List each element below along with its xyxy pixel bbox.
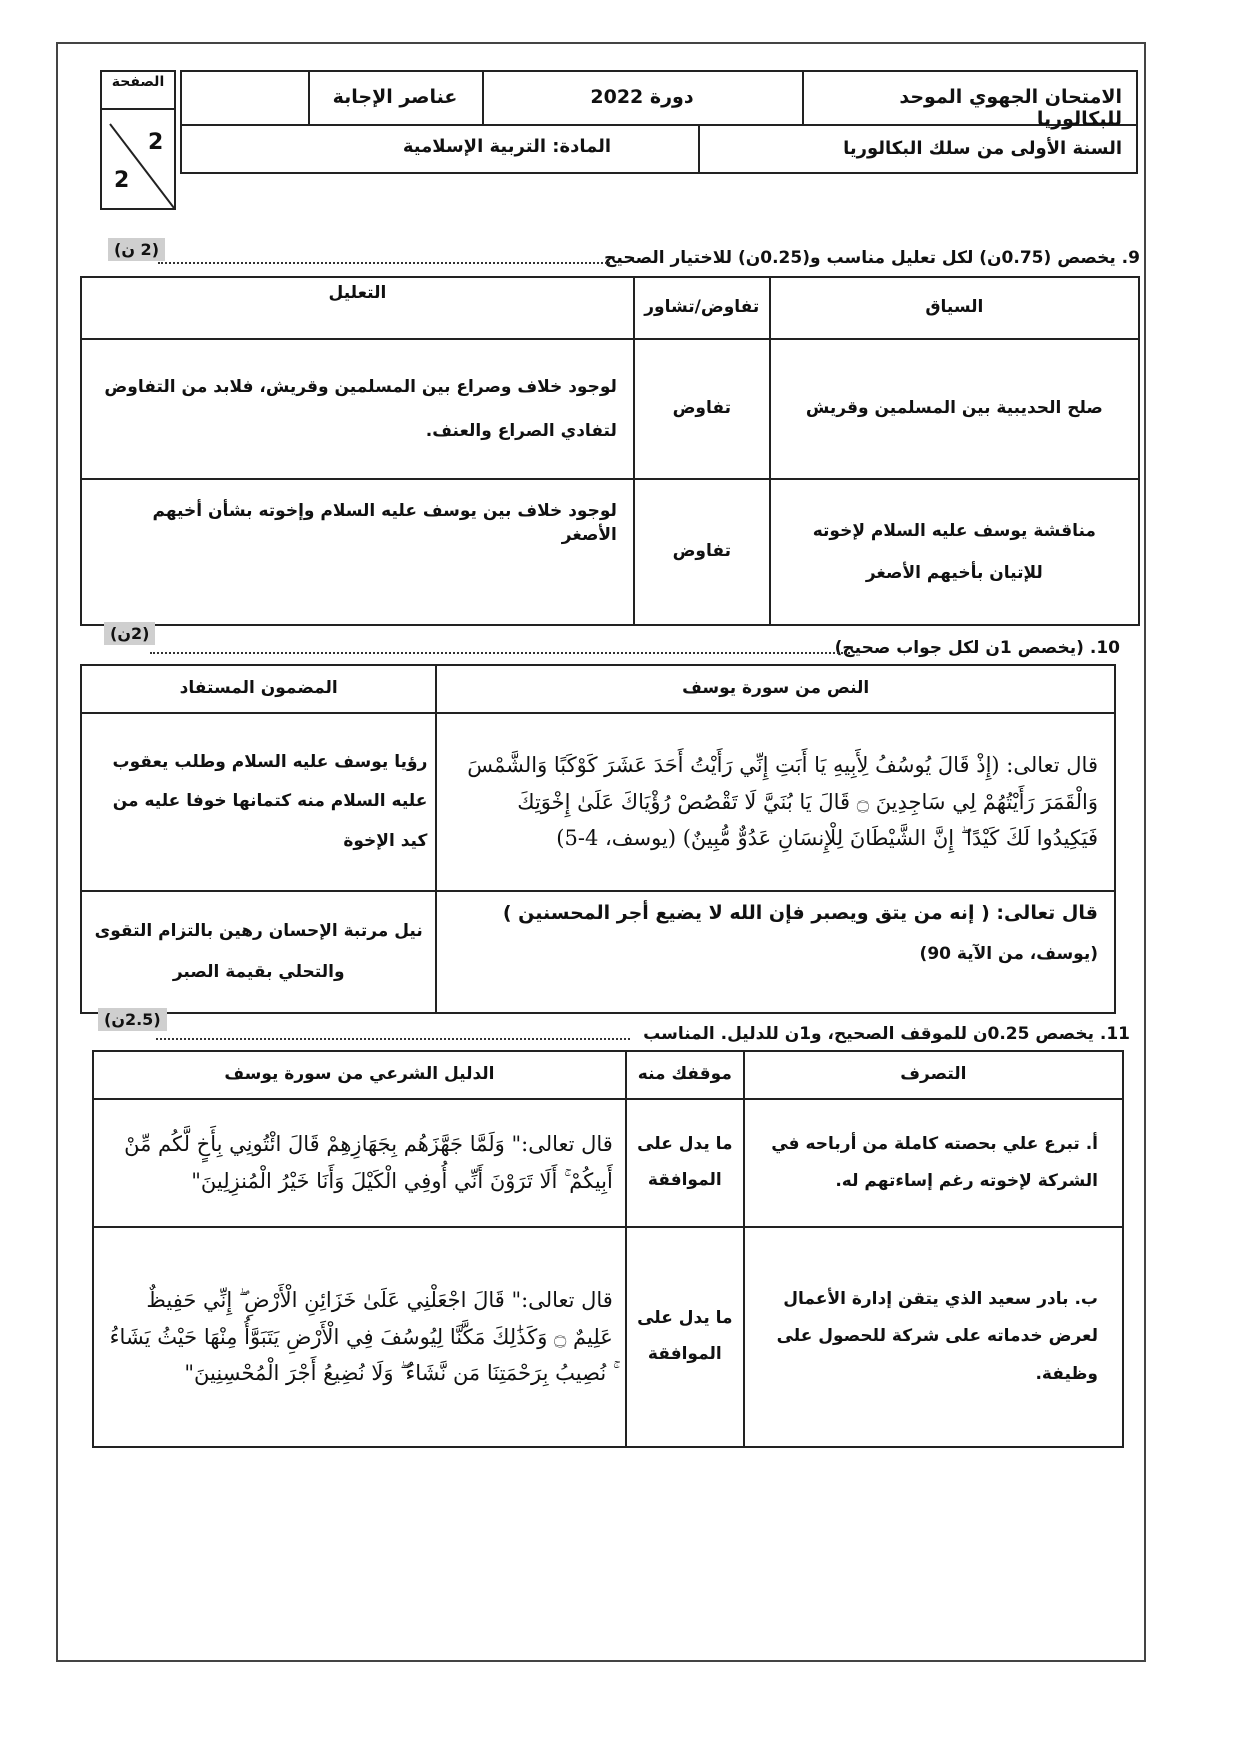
q9-col-header: التعليل bbox=[81, 277, 634, 339]
q9-table bbox=[80, 276, 1140, 626]
page-number-current: 2 bbox=[148, 130, 164, 155]
q10-heading-row bbox=[104, 622, 1120, 658]
exam-level: السنة الأولى من سلك البكالوريا bbox=[843, 138, 1122, 159]
q10-col-header: النص من سورة يوسف bbox=[436, 665, 1115, 713]
table-row bbox=[81, 339, 1139, 479]
q9-reason-line: لوجود خلاف بين يوسف عليه السلام وإخوته بشأن أخيهم الأصغر bbox=[152, 501, 617, 545]
q11-stance: ما يدل على الموافقة bbox=[626, 1099, 744, 1227]
q10-table bbox=[80, 664, 1116, 1014]
page-label: الصفحة bbox=[111, 74, 165, 90]
q10-content: رؤيا يوسف عليه السلام وطلب يعقوب عليه السلام منه كتمانها خوفا عليه من كيد الإخوة bbox=[81, 713, 436, 891]
q11-heading-row bbox=[98, 1010, 1130, 1044]
q11-table bbox=[92, 1050, 1124, 1448]
q9-score-badge: (2 ن) bbox=[108, 238, 165, 261]
q10-text bbox=[436, 891, 1115, 1013]
q9-heading-row bbox=[108, 240, 1140, 272]
q10-col-header: المضمون المستفاد bbox=[81, 665, 436, 713]
q11-leader bbox=[156, 1024, 630, 1040]
q11-col-header: الدليل الشرعي من سورة يوسف bbox=[93, 1051, 626, 1099]
q9-choice: تفاوض bbox=[634, 339, 770, 479]
q10-text bbox=[436, 713, 1115, 891]
q9-reason-line: لتفادي الصراع والعنف. bbox=[425, 421, 617, 441]
q9-leader bbox=[158, 248, 610, 264]
q9-choice: تفاوض bbox=[634, 479, 770, 625]
header-col-divider-2 bbox=[482, 72, 484, 124]
table-row bbox=[93, 1227, 1123, 1447]
table-row bbox=[81, 891, 1115, 1013]
header-col-divider-3 bbox=[802, 72, 804, 124]
q9-heading: 9. يخصص (0.75ن) لكل تعليل مناسب و(0.25ن) للاختيار الصحيح bbox=[604, 248, 1140, 268]
q9-col-header: السياق bbox=[770, 277, 1139, 339]
q10-score-badge: (2ن) bbox=[104, 622, 155, 645]
page-label-divider bbox=[102, 108, 174, 110]
q9-context: صلح الحديبية بين المسلمين وقريش bbox=[770, 339, 1139, 479]
page-number-total: 2 bbox=[114, 168, 130, 193]
q11-heading: 11. يخصص 0.25ن للموقف الصحيح، و1ن للدليل. المناسب bbox=[643, 1024, 1130, 1044]
table-row bbox=[81, 479, 1139, 625]
q9-reason-line: لوجود خلاف وصراع بين المسلمين وقريش، فلابد من التفاوض bbox=[104, 376, 617, 397]
q11-verse: قال تعالى:" قَالَ اجْعَلْنِي عَلَىٰ خَزَائِنِ الْأَرْضِ ۖ إِنِّي حَفِيظٌ عَلِيمٌ ۝ وَكَذَٰلِكَ مَكَّنَّا لِيُوسُفَ فِي الْأَرْضِ يَتَبَوَّأُ مِنْهَا حَيْثُ يَشَاءُ ۚ نُصِيبُ بِرَحْمَتِنَا مَن نَّشَاءُ ۖ وَلَا نُضِيعُ أَجْرَ الْمُحْسِنِينَ" bbox=[109, 1287, 613, 1386]
header-col-divider-4 bbox=[698, 124, 700, 174]
q10-verse-ref: (يوسف، من الآية 90) bbox=[919, 943, 1098, 964]
exam-session: دورة 2022 bbox=[590, 86, 694, 108]
q9-reason bbox=[81, 479, 634, 625]
q10-leader bbox=[150, 638, 850, 654]
q10-verse: قال تعالى: (إِذْ قَالَ يُوسُفُ لِأَبِيهِ يَا أَبَتِ إِنِّي رَأَيْتُ أَحَدَ عَشَرَ كَوْكَبًا وَالشَّمْسَ وَالْقَمَرَ رَأَيْتُهُمْ لِي سَاجِدِينَ ۝ قَالَ يَا بُنَيَّ لَا تَقْصُصْ رُؤْيَاكَ عَلَىٰ إِخْوَتِكَ فَيَكِيدُوا لَكَ كَيْدًا ۖ إِنَّ الشَّيْطَانَ لِلْإِنسَانِ عَدُوٌّ مُّبِينٌ) (يوسف، 4-5) bbox=[467, 752, 1098, 851]
q9-context: مناقشة يوسف عليه السلام لإخوته للإتيان بأخيهم الأصغر bbox=[770, 479, 1139, 625]
q9-col-header: تفاوض/تشاور bbox=[634, 277, 770, 339]
q10-heading: 10. (يخصص 1ن لكل جواب صحيح) bbox=[834, 638, 1120, 658]
q11-score-badge: (2.5ن) bbox=[98, 1008, 167, 1031]
q10-verse: قال تعالى: ( إنه من يتق ويصبر فإن الله لا يضيع أجر المحسنين ) bbox=[502, 902, 1098, 924]
table-row bbox=[81, 713, 1115, 891]
page-number-box bbox=[100, 70, 176, 210]
q11-stance: ما يدل على الموافقة bbox=[626, 1227, 744, 1447]
exam-title: الامتحان الجهوي الموحد للبكالوريا bbox=[899, 86, 1122, 130]
q9-reason bbox=[81, 339, 634, 479]
exam-subject: المادة: التربية الإسلامية bbox=[402, 136, 612, 157]
table-row bbox=[93, 1099, 1123, 1227]
q11-verse: قال تعالى:" وَلَمَّا جَهَّزَهُم بِجَهَازِهِمْ قَالَ ائْتُونِي بِأَخٍ لَّكُم مِّنْ أَبِيكُمْ ۚ أَلَا تَرَوْنَ أَنِّي أُوفِي الْكَيْلَ وَأَنَا خَيْرُ الْمُنزِلِينَ" bbox=[124, 1132, 613, 1193]
q11-evidence bbox=[93, 1099, 626, 1227]
q10-content: نيل مرتبة الإحسان رهين بالتزام التقوى والتحلي بقيمة الصبر bbox=[81, 891, 436, 1013]
header-col-divider-1 bbox=[308, 72, 310, 124]
q11-col-header: التصرف bbox=[744, 1051, 1123, 1099]
q11-col-header: موقفك منه bbox=[626, 1051, 744, 1099]
q11-action: ب. بادر سعيد الذي يتقن إدارة الأعمال لعرض خدماته على شركة للحصول على وظيفة. bbox=[744, 1227, 1123, 1447]
document-type: عناصر الإجابة bbox=[332, 86, 458, 108]
q11-action: أ. تبرع علي بحصته كاملة من أرباحه في الشركة لإخوته رغم إساءتهم له. bbox=[744, 1099, 1123, 1227]
q11-evidence bbox=[93, 1227, 626, 1447]
header-table bbox=[180, 70, 1138, 174]
